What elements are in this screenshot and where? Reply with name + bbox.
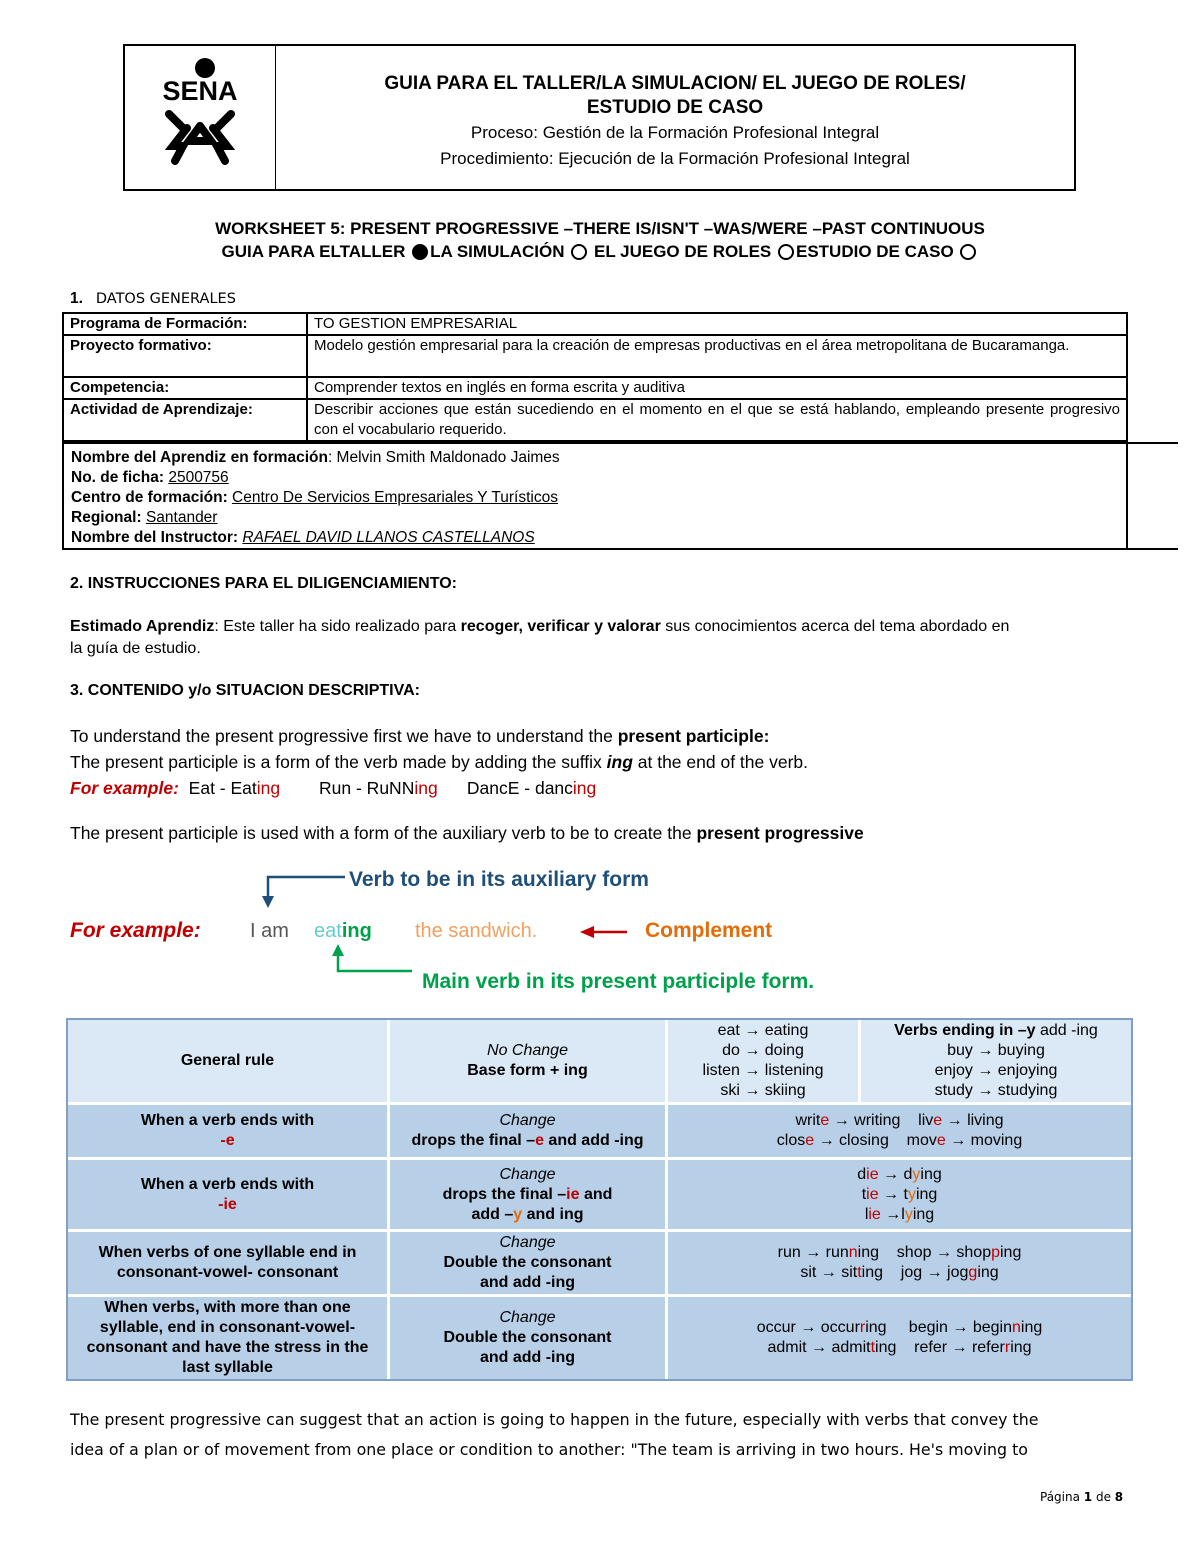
- closing-paragraph: The present progressive can suggest that an action is going to happen in the future, especially with verbs that convey the idea of a plan or of movement from one place or condition to another: "The team is arriving in two hours. He's moving to: [70, 1410, 1039, 1459]
- page-number: Página 1 de 8: [1040, 1490, 1124, 1504]
- option-estudio-radio: [960, 244, 976, 260]
- apprentice-name: Nombre del Aprendiz en formación: Melvin Smith Maldonado Jaimes: [71, 449, 560, 466]
- table-row: When a verb ends with -ie Change drops the final –ie and add –y and ing die → dying tie → tying lie →lying: [68, 1160, 1131, 1229]
- section2-paragraph: Estimado Aprendiz: Este taller ha sido realizado para recoger, verificar y valorar sus conocimientos acerca del tema abordado en la guía de estudio.: [70, 618, 1010, 657]
- table-row: Competencia: Comprender textos en inglés en forma escrita y auditiva: [63, 377, 1127, 399]
- diagram-main-verb: eating: [314, 920, 372, 942]
- section2-heading: 2. INSTRUCCIONES PARA EL DILIGENCIAMIENTO:: [70, 575, 457, 592]
- header-proceso: Proceso: Gestión de la Formación Profesional Integral: [470, 123, 880, 142]
- table-row: When verbs of one syllable end in consonant-vowel- consonant Change Double the consonant and add -ing run → running shop → shopping sit → sitting jog → jogging: [68, 1232, 1131, 1294]
- worksheet-title: WORKSHEET 5: PRESENT PROGRESSIVE –THERE IS/ISN'T –WAS/WERE –PAST CONTINUOUS: [215, 219, 985, 238]
- spelling-rules-table: [66, 1018, 1133, 1381]
- option-estudio-label: ESTUDIO DE CASO: [796, 242, 954, 261]
- sena-logo: [125, 46, 276, 191]
- examples-ending-y: Verbs ending in –y add -ing buy → buying enjoy → enjoying study → studying: [861, 1020, 1131, 1102]
- examples-cvc-stress: occur → occurring begin → beginning admit → admitting refer → referring: [668, 1297, 1131, 1379]
- complement-label: Complement: [645, 919, 773, 942]
- diagram-complement: the sandwich.: [415, 920, 538, 942]
- table-row: Proyecto formativo: Modelo gestión empresarial para la creación de empresas productivas en el área metropolitana de Bucaramanga.: [63, 335, 1127, 377]
- training-center: Centro de formación: Centro De Servicios Empresariales Y Turísticos: [71, 489, 558, 506]
- option-taller-radio-checked: [412, 244, 428, 260]
- table-row: When verbs, with more than one syllable, end in consonant-vowel- consonant and have the stress in the last syllable Change Double the consonant and add -ing occur → occurring begin → beginning admit → admitting refer → referring: [68, 1297, 1131, 1379]
- header-title-line1: GUIA PARA EL TALLER/LA SIMULACION/ EL JUEGO DE ROLES/: [384, 73, 966, 94]
- table-row: Programa de Formación: TO GESTION EMPRESARIAL: [63, 313, 1127, 335]
- option-juego-label: EL JUEGO DE ROLES: [593, 242, 772, 261]
- option-juego-radio: [778, 244, 794, 260]
- examples-ending-e: write → writing live → living close → closing move → moving: [668, 1105, 1131, 1157]
- regional: Regional: Santander: [71, 509, 218, 526]
- header-title-line2: ESTUDIO DE CASO: [586, 97, 764, 118]
- examples-ending-ie: die → dying tie → tying lie →lying: [668, 1160, 1131, 1229]
- table-row: When a verb ends with -e Change drops the final –e and add -ing write → writing live → living close → closing move → moving: [68, 1105, 1131, 1157]
- table-row: General rule No Change Base form + ing eat → eating do → doing listen → listening ski → skiing Verbs ending in –y add -ing buy → buying enjoy → enjoying study → studying: [68, 1020, 1131, 1102]
- content-line-2: The present participle is a form of the verb made by adding the suffix ing at the end of the verb.: [70, 752, 809, 772]
- option-simulacion-radio: [571, 244, 587, 260]
- examples-no-change: eat → eating do → doing listen → listening ski → skiing: [668, 1020, 861, 1102]
- instructor-name: Nombre del Instructor: RAFAEL DAVID LLANOS CASTELLANOS: [71, 529, 535, 546]
- svg-text:SENA: SENA: [162, 76, 238, 106]
- option-taller-label: GUIA PARA ELTALLER: [221, 242, 406, 261]
- diagram-subject: I am: [250, 920, 289, 942]
- apprentice-info-box: [62, 442, 1178, 550]
- table-row: Actividad de Aprendizaje: Describir acciones que están sucediendo en el momento en el que se está hablando, empleando presente progresivo con el vocabulario requerido.: [63, 399, 1127, 441]
- content-line-1: To understand the present progressive first we have to understand the present participle:: [70, 726, 770, 746]
- examples-line: For example: Eat - Eating Run - RuNNing DancE - dancing: [70, 778, 597, 798]
- section3-heading: 3. CONTENIDO y/o SITUACION DESCRIPTIVA:: [70, 682, 420, 699]
- ficha-number: No. de ficha: 2500756: [71, 469, 229, 486]
- general-data-table: [62, 312, 1128, 442]
- examples-cvc-one-syllable: run → running shop → shopping sit → sitting jog → jogging: [668, 1232, 1131, 1294]
- content-line-4: The present participle is used with a form of the auxiliary verb to be to create the present progressive: [70, 823, 864, 843]
- section1-heading: 1. DATOS GENERALES: [70, 290, 236, 307]
- option-simulacion-label: LA SIMULACIÓN: [430, 242, 565, 261]
- aux-verb-label: Verb to be in its auxiliary form: [349, 868, 649, 891]
- document-header: [123, 44, 1076, 191]
- diagram-example: For example:: [70, 919, 201, 942]
- activity-type-options: [0, 242, 1200, 262]
- header-procedimiento: Procedimiento: Ejecución de la Formación Profesional Integral: [440, 149, 910, 168]
- main-verb-label: Main verb in its present participle form.: [422, 970, 815, 993]
